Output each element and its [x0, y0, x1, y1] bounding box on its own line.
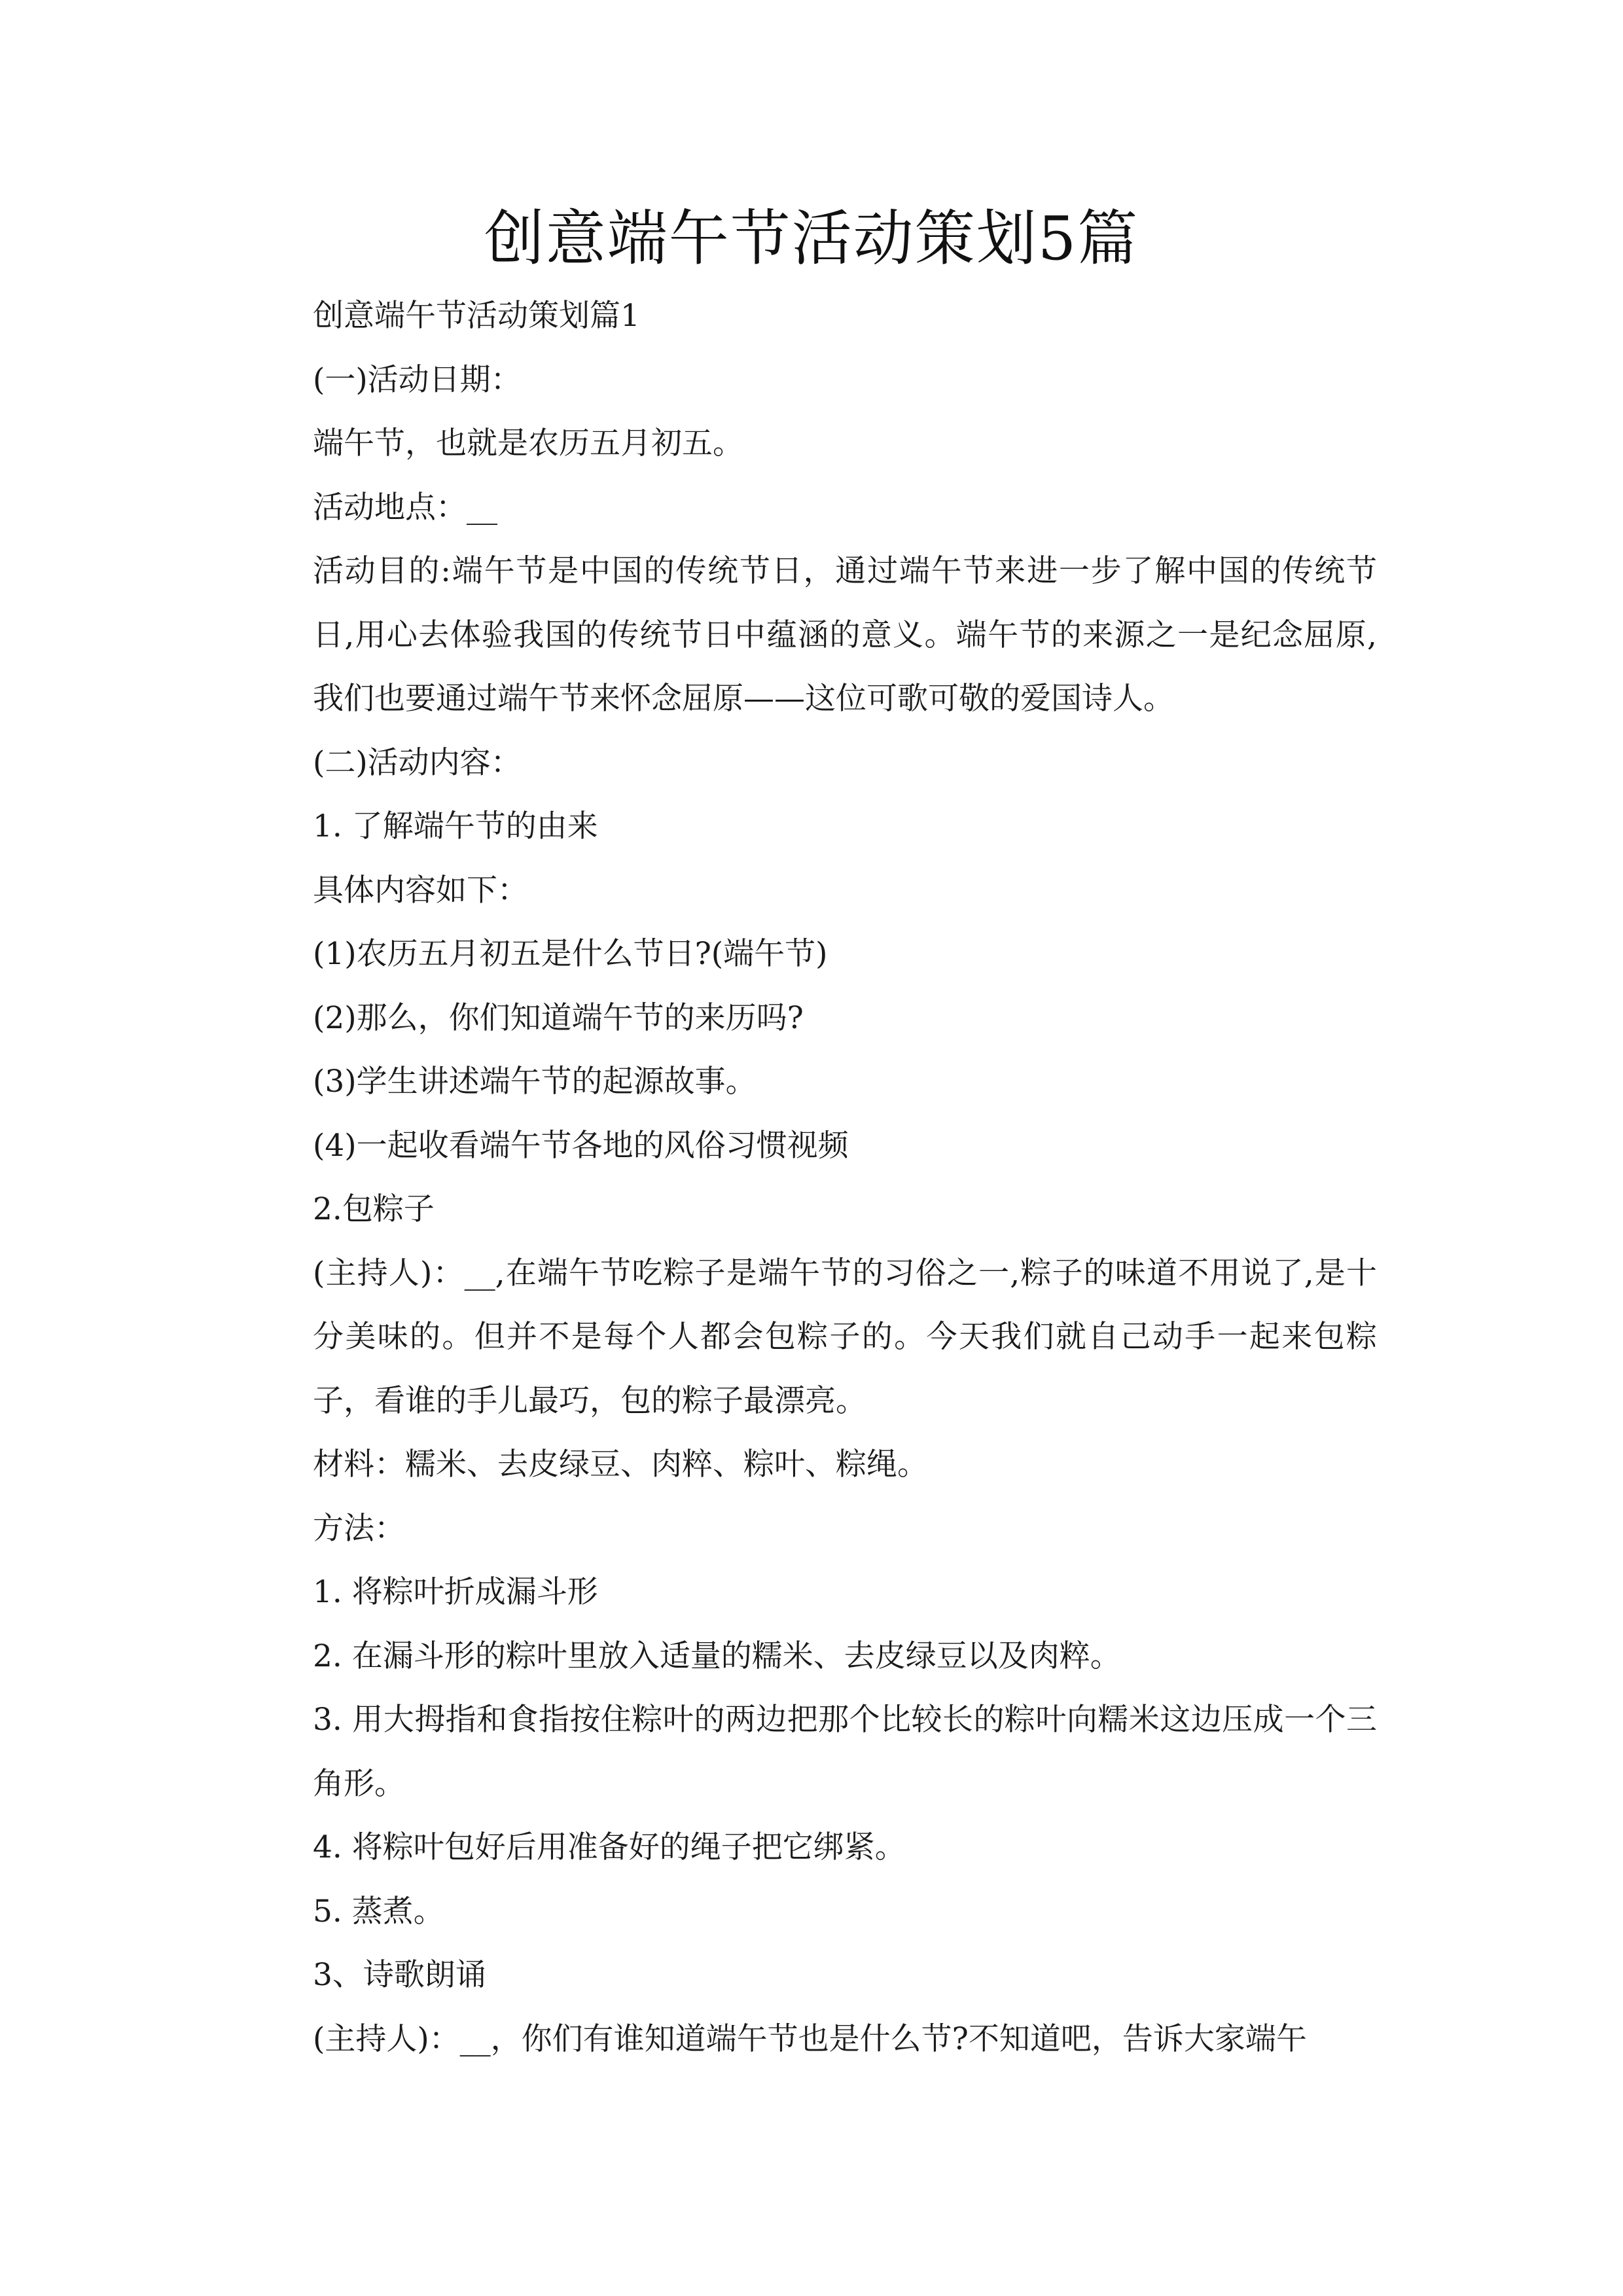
paragraph: 1. 将粽叶折成漏斗形: [313, 1574, 598, 1610]
document-title: 创意端午节活动策划5篇: [484, 204, 1139, 274]
paragraph: 方法：: [313, 1510, 405, 1547]
paragraph: 3. 用大拇指和食指按住粽叶的两边把那个比较长的粽叶向糯米这边压成一个三角形。: [313, 1702, 1377, 1802]
paragraph: 2.包粽子: [313, 1191, 435, 1227]
paragraph: 创意端午节活动策划篇1: [313, 298, 640, 334]
paragraph: 活动地点：__: [313, 489, 497, 526]
paragraph: (1)农历五月初五是什么节日?(端午节): [313, 936, 828, 972]
paragraph: (主持人)：__，你们有谁知道端午节也是什么节?不知道吧，告诉大家端午: [313, 2020, 1307, 2057]
paragraph: 4. 将粽叶包好后用准备好的绳子把它绑紧。: [313, 1829, 906, 1865]
paragraph: 5. 蒸煮。: [313, 1893, 444, 1929]
paragraph: (2)那么，你们知道端午节的来历吗?: [313, 999, 804, 1036]
paragraph: 具体内容如下：: [313, 872, 528, 908]
paragraph: 材料：糯米、去皮绿豆、肉粹、粽叶、粽绳。: [313, 1446, 928, 1482]
paragraph: 端午节，也就是农历五月初五。: [313, 425, 743, 461]
paragraph: (一)活动日期：: [313, 361, 522, 398]
paragraph: 1. 了解端午节的由来: [313, 808, 598, 844]
paragraph: (主持人)：__,在端午节吃粽子是端午节的习俗之一,粽子的味道不用说了,是十分美味的。但并不是每个人都会包粽子的。今天我们就自己动手一起来包粽子，看谁的手儿最巧，包的粽子最漂亮。: [313, 1255, 1377, 1419]
document-body: [245, 284, 1377, 2071]
paragraph: 3、诗歌朗诵: [313, 1957, 486, 1993]
paragraph: 活动目的:端午节是中国的传统节日，通过端午节来进一步了解中国的传统节日,用心去体验我国的传统节日中蕴涵的意义。端午节的来源之一是纪念屈原,我们也要通过端午节来怀念屈原——这位可歌可敬的爱国诗人。: [313, 553, 1377, 717]
paragraph: (3)学生讲述端午节的起源故事。: [313, 1064, 757, 1100]
paragraph: 2. 在漏斗形的粽叶里放入适量的糯米、去皮绿豆以及肉粹。: [313, 1638, 1121, 1674]
paragraph: (4)一起收看端午节各地的风俗习惯视频: [313, 1127, 849, 1164]
paragraph: (二)活动内容：: [313, 744, 522, 781]
